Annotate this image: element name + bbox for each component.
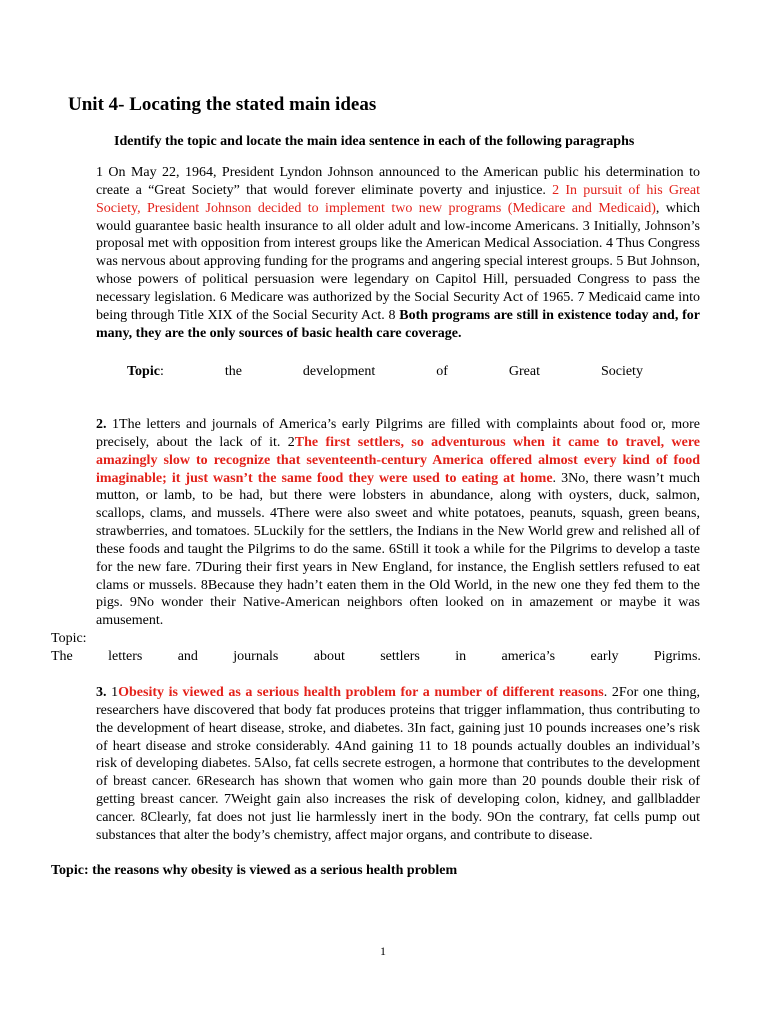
p2-text-b: . 3No, there wasn’t much mutton, or lamb, to be had, but there were lobsters in abundance, along with oysters, duck, salmon, scallops, clams, and mussels. 4There were also sweet and white potatoes, peanuts, squash, green beans, strawberries, and tomatoes. 5Luckily for the settlers, the Indians in the New World grew and relished all of these foods and taught the Pilgrims to do the same. 6Still it took a while for the Pilgrims to develop a taste for the new fare. 7During their first years in New England, for instance, the English settlers refused to eat clams or mussels. 8Because they hadn’t eaten them in the Old World, in the new one they fed them to the pigs. 9No wonder their Native-American neighbors often looked on in amazement or maybe it was amusement. bbox=[96, 470, 700, 629]
topic-2 bbox=[51, 649, 701, 665]
p3-number: 3. bbox=[96, 685, 107, 700]
topic-2-word: The bbox=[51, 649, 73, 664]
topic-2-label: Topic: bbox=[51, 631, 87, 646]
topic-2-word: journals bbox=[233, 649, 279, 664]
p2-main-idea: The first settlers, so adventurous when it came to travel, were amazingly slow to recognize that seventeenth-century America offered almost every kind of food imaginable; it just wasn’t the same food they were used to eating at home bbox=[96, 434, 700, 486]
paragraph-1 bbox=[96, 164, 700, 342]
topic-2-word: early bbox=[590, 649, 619, 664]
page-title: Unit 4- Locating the stated main ideas bbox=[68, 94, 377, 115]
topic-2-word: Pigrims. bbox=[653, 649, 701, 664]
topic-1-label: Topic: bbox=[127, 364, 164, 379]
p3-text-b: . 2For one thing, researchers have discovered that body fat produces proteins that trigger inflammation, thus contributing to the development of heart disease, stroke, and diabetes. 3In fact, gaining just 10 pounds increases one’s risk of heart disease and stroke considerably. 4And gaining 11 to 18 pounds actually doubles an individual’s risk of developing diabetes. 5Also, fat cells secrete estrogen, a hormone that contributes to the development of breast cancer. 6Research has shown that women who gain more than 20 pounds double their risk of getting breast cancer. 7Weight gain also increases the risk of developing colon, kidney, and gallbladder cancer. 8Clearly, fat does not just lie harmlessly inert in the body. 9On the contrary, fat cells pump out substances that alter the body’s chemistry, affect major organs, and contribute to disease. bbox=[96, 685, 701, 843]
topic-1-word: the bbox=[224, 364, 242, 379]
topic-1-word: development bbox=[302, 364, 376, 379]
topic-1-word: Society bbox=[600, 364, 643, 379]
p1-main-idea: 2 In pursuit of his Great Society, President Johnson decided to implement two new programs (Medicare and Medicaid) bbox=[96, 182, 700, 216]
topic-2-word: about bbox=[313, 649, 345, 664]
topic-1-word: of bbox=[436, 364, 448, 379]
topic-1-word: Great bbox=[508, 364, 540, 379]
p1-text-b: , which would guarantee basic health insurance to all older adult and low-income Americans. 3 Initially, Johnson’s proposal met with opposition from interest groups like the American Medical Association. 4 Thus Congress was nervous about approving funding for the programs and angering special interest groups. 5 But Johnson, whose powers of political persuasion were legendary on Capitol Hill, persuaded Congress to pass the necessary legislation. 6 Medicare was authorized by the Social Security Act of 1965. 7 Medicaid came into being through Title XIX of the Social Security Act. 8 bbox=[96, 200, 701, 323]
p1-text-a: 1 On May 22, 1964, President Lyndon Johnson announced to the American public his determination to create a “Great Society” that would forever eliminate poverty and injustice. bbox=[96, 165, 700, 198]
p3-main-idea: Obesity is viewed as a serious health problem for a number of different reasons bbox=[118, 685, 604, 700]
p2-text-a: 1The letters and journals of America’s early Pilgrims are filled with complaints about food or, more precisely, about the lack of it. 2 bbox=[96, 417, 700, 450]
p2-number: 2. bbox=[96, 417, 107, 432]
topic-2-word: settlers bbox=[380, 649, 420, 664]
topic-3: Topic: the reasons why obesity is viewed as a serious health problem bbox=[51, 863, 458, 878]
topic-2-word: in bbox=[455, 649, 467, 664]
p1-bold-end: Both programs are still in existence today and, for many, they are the only sources of basic health care coverage. bbox=[96, 307, 700, 341]
instruction: Identify the topic and locate the main idea sentence in each of the following paragraphs bbox=[114, 134, 635, 149]
paragraph-2 bbox=[96, 416, 700, 630]
paragraph-3 bbox=[96, 684, 700, 845]
page-number: 1 bbox=[380, 944, 386, 958]
p3-text-a: 1 bbox=[106, 685, 119, 700]
topic-2-word: and bbox=[177, 649, 198, 664]
topic-1 bbox=[127, 364, 643, 380]
topic-2-word: letters bbox=[108, 649, 143, 664]
topic-2-word: america’s bbox=[501, 649, 556, 664]
